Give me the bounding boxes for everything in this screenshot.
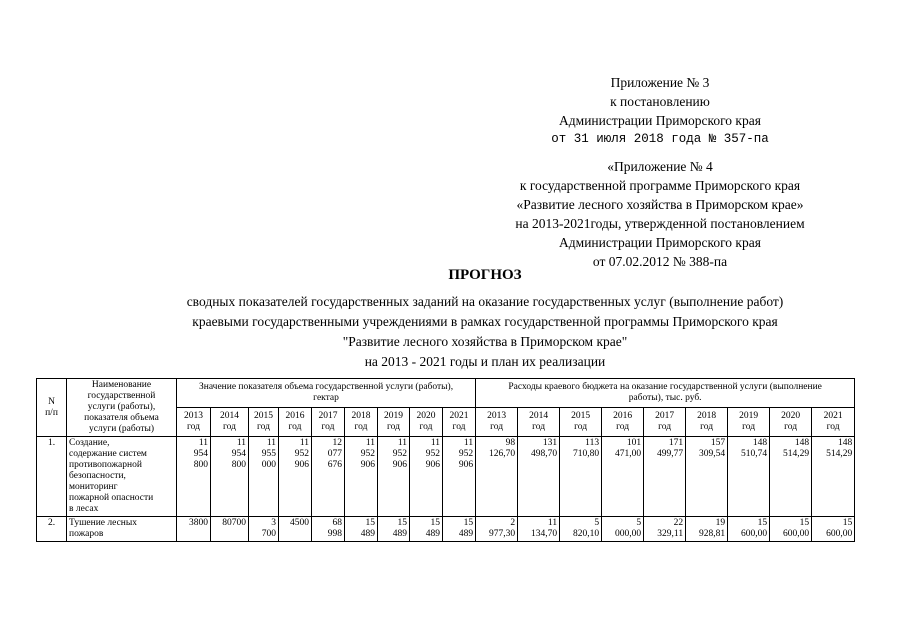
- appendix-3-line: Приложение № 3: [610, 75, 710, 90]
- volume-value-cell: 11 952 906: [443, 437, 476, 517]
- budget-value-cell: 5 000,00: [602, 517, 644, 542]
- budget-value-cell: 11 134,70: [518, 517, 560, 542]
- budget-value-cell: 5 820,10: [560, 517, 602, 542]
- volume-value-cell: 11 952 906: [279, 437, 312, 517]
- year-header-volume: 2015 год: [249, 408, 279, 437]
- volume-value-cell: 15 489: [443, 517, 476, 542]
- year-header-volume: 2014 год: [211, 408, 249, 437]
- budget-value-cell: 148 510,74: [728, 437, 770, 517]
- volume-value-cell: 15 489: [410, 517, 443, 542]
- budget-value-cell: 113 710,80: [560, 437, 602, 517]
- service-name-cell: Создание, содержание систем противопожарной безопасности, мониторинг пожарной опасности в лесах: [67, 437, 177, 517]
- year-header-volume: 2013 год: [177, 408, 211, 437]
- budget-value-cell: 101 471,00: [602, 437, 644, 517]
- volume-value-cell: 12 077 676: [312, 437, 345, 517]
- table-row: [37, 517, 855, 542]
- volume-value-cell: 11 952 906: [345, 437, 378, 517]
- year-header-volume: 2019 год: [378, 408, 410, 437]
- appendix-4-line: «Развитие лесного хозяйства в Приморском крае»: [516, 197, 804, 212]
- budget-value-cell: 157 309,54: [686, 437, 728, 517]
- year-header-volume: 2021 год: [443, 408, 476, 437]
- document-subtitle: [130, 292, 840, 372]
- year-header-budget: 2013 год: [476, 408, 518, 437]
- year-header-budget: 2019 год: [728, 408, 770, 437]
- year-header-budget: 2020 год: [770, 408, 812, 437]
- volume-value-cell: 11 952 906: [378, 437, 410, 517]
- subtitle-line: на 2013 - 2021 годы и план их реализации: [364, 354, 606, 369]
- header-service-name: Наименование государственной услуги (работы), показателя объема услуги (работы): [67, 379, 177, 437]
- appendix-4-header: [450, 157, 870, 271]
- year-header-budget: 2014 год: [518, 408, 560, 437]
- appendix-4-line: Администрации Приморского края: [559, 235, 761, 250]
- budget-value-cell: 131 498,70: [518, 437, 560, 517]
- volume-value-cell: 11 954 800: [177, 437, 211, 517]
- year-header-volume: 2016 год: [279, 408, 312, 437]
- appendix-3-line: к постановлению: [610, 94, 710, 109]
- volume-value-cell: 15 489: [378, 517, 410, 542]
- volume-value-cell: 11 954 800: [211, 437, 249, 517]
- volume-value-cell: 80700: [211, 517, 249, 542]
- budget-value-cell: 15 600,00: [728, 517, 770, 542]
- year-header-budget: 2018 год: [686, 408, 728, 437]
- budget-value-cell: 15 600,00: [812, 517, 855, 542]
- year-header-budget: 2016 год: [602, 408, 644, 437]
- budget-value-cell: 148 514,29: [812, 437, 855, 517]
- budget-value-cell: 2 977,30: [476, 517, 518, 542]
- volume-value-cell: 11 955 000: [249, 437, 279, 517]
- forecast-table: [36, 378, 855, 542]
- subtitle-line: краевыми государственными учреждениями в рамках государственной программы Приморского края: [192, 314, 778, 329]
- appendix-3-date-line: от 31 июля 2018 года № 357-па: [551, 132, 769, 146]
- appendix-3-header: [450, 73, 870, 149]
- document-title: ПРОГНОЗ: [448, 267, 522, 283]
- appendix-3-line: Администрации Приморского края: [559, 113, 761, 128]
- year-header-volume: 2018 год: [345, 408, 378, 437]
- volume-value-cell: 15 489: [345, 517, 378, 542]
- budget-value-cell: 171 499,77: [644, 437, 686, 517]
- row-number-cell: 2.: [37, 517, 67, 542]
- header-volume-group: Значение показателя объема государственной услуги (работы), гектар: [177, 379, 476, 408]
- appendix-4-line: к государственной программе Приморского края: [519, 178, 801, 193]
- budget-value-cell: 22 329,11: [644, 517, 686, 542]
- volume-value-cell: 4500: [279, 517, 312, 542]
- header-budget-group: Расходы краевого бюджета на оказание государственной услуги (выполнение работы), тыс. руб.: [476, 379, 855, 408]
- volume-value-cell: 3 700: [249, 517, 279, 542]
- volume-value-cell: 11 952 906: [410, 437, 443, 517]
- budget-value-cell: 19 928,81: [686, 517, 728, 542]
- subtitle-line: "Развитие лесного хозяйства в Приморском крае": [342, 334, 628, 349]
- appendix-4-line: от 07.02.2012 № 388-па: [592, 254, 728, 269]
- service-name-cell: Тушение лесных пожаров: [67, 517, 177, 542]
- year-header-volume: 2017 год: [312, 408, 345, 437]
- appendix-4-line: на 2013-2021годы, утвержденной постановлением: [515, 216, 805, 231]
- volume-value-cell: 68 998: [312, 517, 345, 542]
- appendix-4-line: «Приложение № 4: [607, 159, 713, 174]
- row-number-cell: 1.: [37, 437, 67, 517]
- budget-value-cell: 148 514,29: [770, 437, 812, 517]
- volume-value-cell: 3800: [177, 517, 211, 542]
- subtitle-line: сводных показателей государственных заданий на оказание государственных услуг (выполнение работ): [186, 294, 784, 309]
- year-header-budget: 2015 год: [560, 408, 602, 437]
- budget-value-cell: 15 600,00: [770, 517, 812, 542]
- table-row: [37, 437, 855, 517]
- year-header-budget: 2017 год: [644, 408, 686, 437]
- header-row-number: N п/п: [37, 379, 67, 437]
- year-header-volume: 2020 год: [410, 408, 443, 437]
- year-header-budget: 2021 год: [812, 408, 855, 437]
- budget-value-cell: 98 126,70: [476, 437, 518, 517]
